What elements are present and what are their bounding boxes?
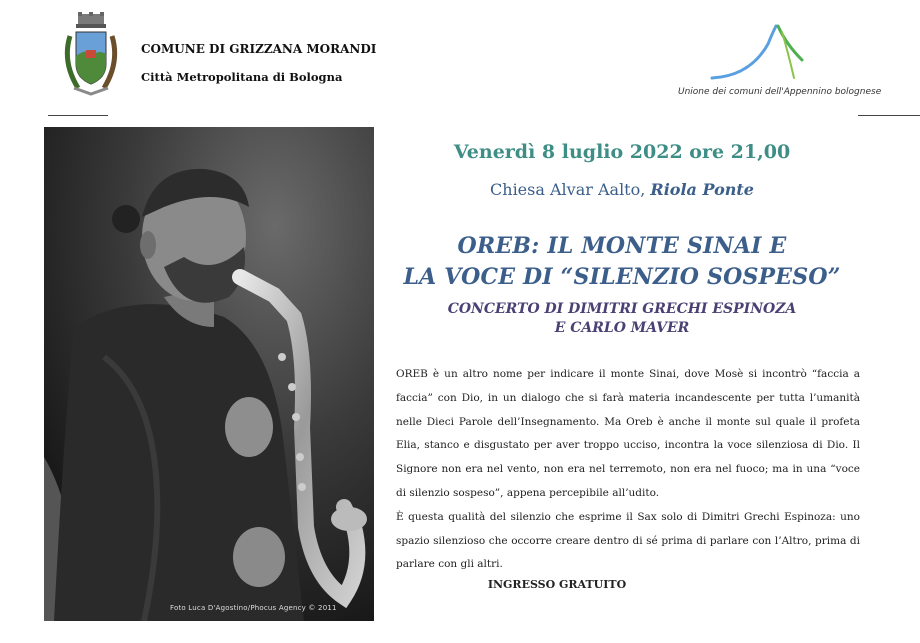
- header-rule: [48, 115, 108, 116]
- union-logo-text: Unione dei comuni dell'Appennino bolognese: [678, 87, 882, 97]
- coat-of-arms-icon: [60, 12, 122, 96]
- saxophonist-photo: [44, 127, 374, 621]
- saxophonist-photo-drawing: [44, 127, 374, 621]
- photo-credit: Foto Luca D'Agostino/Phocus Agency © 2011: [170, 604, 337, 612]
- event-date: Venerdì 8 luglio 2022 ore 21,00: [453, 141, 791, 163]
- comune-subtitle: Città Metropolitana di Bologna: [141, 70, 343, 84]
- event-title-line1: OREB: IL MONTE SINAI E: [457, 233, 787, 259]
- event-subtitle-line2: E CARLO MAVER: [554, 320, 690, 336]
- comune-name: COMUNE DI GRIZZANA MORANDI: [141, 42, 377, 56]
- header-rule: [858, 115, 920, 116]
- free-entry-notice: INGRESSO GRATUITO: [487, 578, 627, 591]
- event-venue: [387, 180, 857, 199]
- event-title-line2: LA VOCE DI “SILENZIO SOSPESO”: [403, 264, 841, 290]
- event-subtitle-line1: CONCERTO DI DIMITRI GRECHI ESPINOZA: [447, 301, 797, 317]
- description-paragraph-2: È questa qualità del silenzio che esprime il Sax solo di Dimitri Grechi Espinoza: uno spazio silenzioso che occorre creare dentro di sé prima di parlare con l’Altro, prima di parlare con gli altri.: [396, 510, 860, 571]
- mountain-logo-icon: [690, 22, 860, 84]
- venue-place: Riola Ponte: [650, 180, 754, 199]
- description-paragraph-1: OREB è un altro nome per indicare il monte Sinai, dove Mosè si incontrò “faccia a faccia” con Dio, in un dialogo che si farà materia incandescente per tutta l’umanità nelle Dieci Parole dell’Insegnamento. Ma Oreb è anche il monte sul quale il profeta Elia, stanco e disgustato per aver troppo ucciso, incontra la voce silenziosa di Dio. Il Signore non era nel vento, non era nel terremoto, non era nel fuoco; ma in una “voce di silenzio sospeso”, appena percepibile all’udito.: [396, 368, 860, 499]
- venue-main: Chiesa Alvar Aalto,: [490, 180, 651, 199]
- event-description: [396, 363, 860, 577]
